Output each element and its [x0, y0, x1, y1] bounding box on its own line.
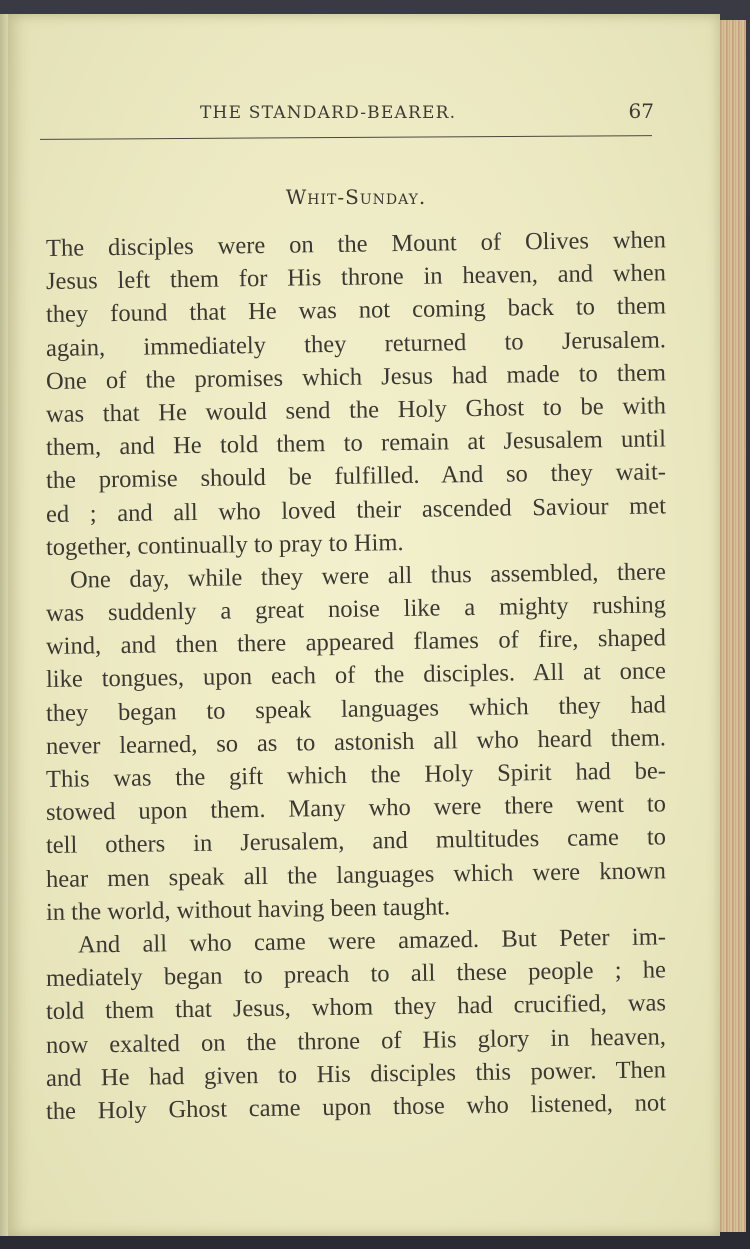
text-line: mediately began to preach to all these people ; he — [45, 956, 667, 993]
text-line: The disciples were on the Mount of Olives when — [45, 226, 667, 262]
body-text — [45, 226, 667, 1128]
text-line: them, and He told them to remain at Jesusalem until — [45, 425, 667, 462]
text-line: and He had given to His disciples this power. Then — [45, 1056, 667, 1092]
text-line: told them that Jesus, whom they had crucified, was — [45, 989, 667, 1026]
page-header — [40, 97, 660, 127]
chapter-title: Whit-Sunday. — [285, 185, 427, 209]
text-line: Jesus left them for His throne in heaven, and when — [45, 259, 667, 296]
text-line: in the world, without having been taught. — [45, 893, 451, 926]
text-line: One of the promises which Jesus had made to them — [45, 359, 667, 395]
text-line: was suddenly a great noise like a mighty rushing — [45, 591, 667, 628]
text-line: they found that He was not coming back to them — [45, 292, 667, 329]
text-line: tell others in Jerusalem, and multitudes came to — [45, 823, 667, 860]
text-line: stowed upon them. Many who were there went to — [45, 790, 667, 827]
text-line: ed ; and all who loved their ascended Saviour met — [45, 491, 667, 528]
running-head: THE STANDARD-BEARER. — [200, 103, 457, 123]
text-line: the Holy Ghost came upon those who listened, not — [45, 1089, 667, 1125]
text-line: they began to speak languages which they had — [45, 690, 667, 727]
text-line: like tongues, upon each of the disciples. All at once — [45, 657, 667, 694]
text-line: One day, while they were all thus assembled, there — [69, 558, 667, 594]
page-edges — [716, 20, 746, 1232]
text-line: was that He would send the Holy Ghost to be with — [45, 392, 667, 428]
text-line: wind, and then there appeared flames of fire, shaped — [45, 624, 667, 661]
page-number: 67 — [628, 99, 654, 123]
text-line: now exalted on the throne of His glory in heaven, — [45, 1022, 667, 1059]
text-line: together, continually to pray to Him. — [45, 528, 404, 561]
text-line: never learned, so as to astonish all who heard them. — [45, 724, 667, 760]
text-line: hear men speak all the languages which were known — [45, 856, 667, 893]
text-line: This was the gift which the Holy Spirit had be- — [45, 757, 667, 793]
text-line: the promise should be fulfilled. And so they wait- — [45, 458, 667, 495]
text-line: And all who came were amazed. But Peter im- — [77, 923, 667, 959]
text-line: again, immediately they returned to Jerusalem. — [45, 325, 667, 362]
